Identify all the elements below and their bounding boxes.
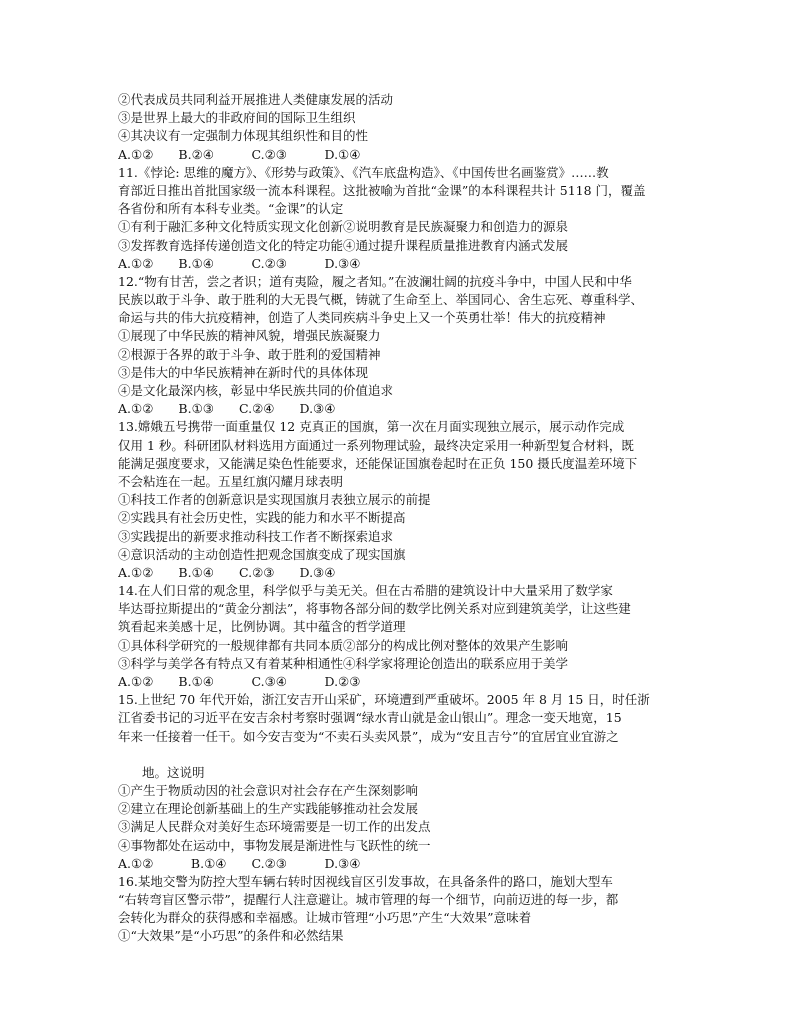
text-line: ①具体科学研究的一般规律都有共同本质②部分的构成比例对整体的效果产生影响 — [118, 637, 569, 653]
blank-gap — [118, 746, 684, 764]
text-line: 会转化为群众的获得感和幸福感。让城市管理“小巧思”产生“大效果”意味着 — [118, 910, 532, 926]
text-line: ④意识活动的主动创造性把观念国旗变成了现实国旗 — [118, 546, 406, 562]
text-line: ④是文化最深内核，彰显中华民族共同的价值追求 — [118, 383, 394, 398]
answer-options: A.①② B.①④ C.②③ D.③④ — [118, 255, 361, 271]
text-line: ③发挥教育选择传递创造文化的特定功能④通过提升课程质量推进教育内涵式发展 — [118, 237, 569, 253]
question-11-stem: 11.《悖论: 思维的魔方》、《形势与政策》、《汽车底盘构造》、《中国传世名画鉴赏》……教 — [118, 164, 609, 180]
text-line: 育部近日推出首批国家级一流本科课程。这批被喻为首批“金课”的本科课程共计 5118 门，覆盖 — [118, 182, 646, 198]
answer-options: A.①② B.①③ C.②④ D.③④ — [118, 401, 336, 417]
answer-options: A.①② B.①④ C.②③ D.③④ — [118, 855, 361, 871]
text-line: 不会粘连在一起。五星红旗闪耀月球表明 — [118, 473, 344, 489]
text-line: ①科技工作者的创新意识是实现国旗月表独立展示的前提 — [118, 492, 431, 508]
answer-options: A.①② B.②④ C.②③ D.①④ — [118, 146, 361, 162]
text-line: 筑看起来美感十足，比例协调。其中蕴含的哲学道理 — [118, 619, 406, 635]
text-line: ③是伟大的中华民族精神在新时代的具体体现 — [118, 364, 369, 380]
question-14-stem: 14.在人们日常的观念里，科学似乎与美无关。但在古希腊的建筑设计中大量采用了数学家 — [118, 583, 613, 599]
text-line: ②代表成员共同利益开展推进人类健康发展的活动 — [118, 92, 394, 107]
question-13-stem: 13.嫦娥五号携带一面重量仅 12 克真正的国旗，第一次在月面实现独立展示，展示动作完成 — [118, 419, 625, 435]
text-line: 年来一任接着一任干。如今安吉变为“不卖石头卖风景”，成为“安且吉兮”的宜居宜业宜游之 — [118, 728, 619, 744]
text-line: 命运与共的伟大抗疫精神，创造了人类同疾病斗争史上又一个英勇壮举！伟大的抗疫精神 — [118, 310, 606, 326]
text-line: 仅用 1 秒。科研团队材料选用方面通过一系列物理试验，最终决定采用一种新型复合材料，既 — [118, 437, 634, 453]
text-line: ②实践具有社会历史性，实践的能力和水平不断提高 — [118, 510, 406, 526]
text-line: ③科学与美学各有特点又有着某种相通性④科学家将理论创造出的联系应用于美学 — [118, 655, 569, 671]
text-line: ②建立在理论创新基础上的生产实践能够推动社会发展 — [118, 801, 419, 817]
question-16-stem: 16.某地交警为防控大型车辆右转时因视线盲区引发事故，在具备条件的路口，施划大型车 — [118, 873, 613, 889]
text-line: 各省份和所有本科专业类。“金课”的认定 — [118, 201, 344, 217]
text-line: 毕达哥拉斯提出的“黄金分割法”，将事物各部分间的数学比例关系对应到建筑美学，让这些建 — [118, 601, 631, 617]
text-line: 地。这说明 — [142, 764, 205, 780]
text-line: “右转弯盲区警示带”，提醒行人注意避让。城市管理的每一个细节，向前迈进的每一步，都 — [118, 892, 619, 908]
question-15-stem: 15.上世纪 70 年代开始，浙江安吉开山采矿，环境遭到严重破坏。2005 年 8 月 15 日，时任浙 — [118, 692, 650, 708]
answer-options: A.①② B.①④ C.②③ D.③④ — [118, 564, 336, 580]
text-line: 江省委书记的习近平在安吉余村考察时强调“绿水青山就是金山银山”。理念一变天地宽，15 — [118, 710, 622, 726]
text-line: ④其决议有一定强制力体现其组织性和目的性 — [118, 128, 369, 144]
text-line: ③实践提出的新要求推动科技工作者不断探索追求 — [118, 528, 394, 544]
text-line: ①展现了中华民族的精神风貌，增强民族凝聚力 — [118, 328, 381, 344]
question-12-stem: 12.“物有甘苦，尝之者识；道有夷险，履之者知。”在波澜壮阔的抗疫斗争中，中国人民和中华 — [118, 273, 632, 289]
document-page — [118, 91, 684, 946]
text-line: ①产生于物质动因的社会意识对社会存在产生深刻影响 — [118, 782, 419, 798]
text-line: ②根源于各界的敢于斗争、敢于胜利的爱国精神 — [118, 346, 381, 362]
text-line: ①“大效果”是“小巧思”的条件和必然结果 — [118, 928, 344, 944]
text-line: ③是世界上最大的非政府间的国际卫生组织 — [118, 110, 356, 126]
text-line: 民族以敢于斗争、敢于胜利的大无畏气概，铸就了生命至上、举国同心、舍生忘死、尊重科学、 — [118, 292, 644, 308]
text-line: 能满足强度要求，又能满足染色性能要求，还能保证国旗卷起时在正负 150 摄氏度温差环境下 — [118, 455, 638, 471]
text-line: ④事物都处在运动中，事物发展是渐进性与飞跃性的统一 — [118, 837, 431, 853]
text-line: ①有利于融汇多种文化特质实现文化创新②说明教育是民族凝聚力和创造力的源泉 — [118, 219, 569, 235]
answer-options: A.①② B.①④ C.③④ D.②③ — [118, 674, 361, 689]
text-line: ③满足人民群众对美好生态环境需要是一切工作的出发点 — [118, 819, 431, 835]
